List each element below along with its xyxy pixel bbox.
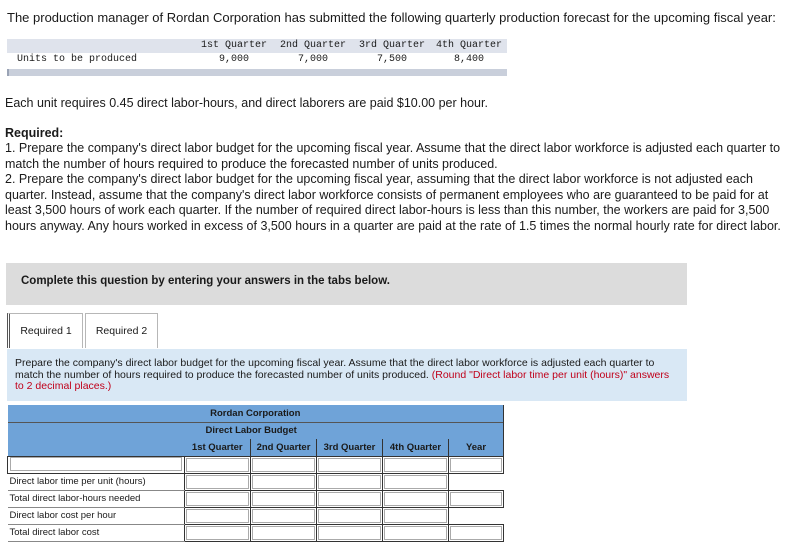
- column-year: Year: [449, 439, 504, 456]
- budget-row-cost-per-hour: [8, 507, 504, 524]
- forecast-q4-value: 8,400: [453, 54, 484, 65]
- row-label-total-hours: Total direct labor-hours needed: [8, 490, 185, 507]
- production-forecast-table: [7, 39, 507, 76]
- budget-company-name: Rordan Corporation: [8, 405, 504, 422]
- budget-title: Direct Labor Budget: [8, 422, 504, 439]
- budget-row-total-hours: [8, 490, 504, 507]
- forecast-row-label: Units to be produced: [17, 54, 138, 65]
- cost-per-hour-q4-input[interactable]: [384, 509, 447, 523]
- column-q4: 4th Quarter: [383, 439, 449, 456]
- time-per-unit-q2-input[interactable]: [252, 475, 315, 489]
- forecast-q3-value: 7,500: [376, 54, 407, 65]
- time-per-unit-q3-input[interactable]: [318, 475, 381, 489]
- total-cost-q1-input[interactable]: [186, 526, 249, 540]
- forecast-q1-value: 9,000: [218, 54, 249, 65]
- direct-labor-budget-table: [7, 405, 504, 542]
- question-instruction: [7, 349, 687, 401]
- total-hours-q4-input[interactable]: [384, 492, 447, 506]
- row-label-cost-per-hour: Direct labor cost per hour: [8, 507, 185, 524]
- tab-required-1[interactable]: Required 1: [7, 313, 83, 348]
- total-cost-q3-input[interactable]: [318, 526, 381, 540]
- column-q2: 2nd Quarter: [251, 439, 317, 456]
- forecast-q3-header: 3rd Quarter: [358, 40, 425, 51]
- budget-title-row: [8, 422, 504, 439]
- total-cost-year-input[interactable]: [450, 526, 502, 540]
- forecast-q2-header: 2nd Quarter: [279, 40, 346, 51]
- blank-q2-input[interactable]: [252, 458, 315, 472]
- forecast-units-row: [7, 53, 507, 67]
- instructions-banner: [6, 263, 687, 305]
- required-item-1: 1. Prepare the company's direct labor budget for the upcoming fiscal year. Assume that the direct labor workforce is adjusted each quarter to match the number of hours required to produce the forecasted number of units produced.: [5, 141, 781, 171]
- budget-row-time-per-unit: [8, 473, 504, 490]
- total-hours-q1-input[interactable]: [186, 492, 249, 506]
- total-cost-q2-input[interactable]: [252, 526, 315, 540]
- banner-text: Complete this question by entering your answers in the tabs below.: [21, 275, 390, 287]
- time-per-unit-q1-input[interactable]: [186, 475, 249, 489]
- required-heading: Required:: [5, 126, 64, 140]
- instruction-main: Prepare the company's direct labor budget for the upcoming fiscal year. Assume that the direct labor workforce is adjusted each quarter to match the number of hours required to produce the forecasted number of units produced.: [15, 357, 655, 381]
- blank-q3-input[interactable]: [318, 458, 381, 472]
- blank-q4-input[interactable]: [384, 458, 447, 472]
- tab-required-2[interactable]: Required 2: [85, 313, 158, 348]
- column-q3: 3rd Quarter: [317, 439, 383, 456]
- budget-input-row-blank: [8, 456, 504, 473]
- total-hours-q3-input[interactable]: [318, 492, 381, 506]
- budget-row-total-cost: [8, 524, 504, 541]
- cost-per-hour-q2-input[interactable]: [252, 509, 315, 523]
- total-cost-q4-input[interactable]: [384, 526, 447, 540]
- column-q1: 1st Quarter: [185, 439, 251, 456]
- cost-per-hour-q1-input[interactable]: [186, 509, 249, 523]
- budget-column-header-row: [8, 439, 504, 456]
- required-item-2: 2. Prepare the company's direct labor budget for the upcoming fiscal year, assuming that the direct labor workforce is not adjusted each quarter. Instead, assume that the company's direct labor workforce consists of permanent employees who are guaranteed to be paid for at least 3,500 hours of work each quarter. If the number of required direct labor-hours is less than this number, the workers are paid for 3,500 hours anyway. Any hours worked in excess of 3,500 hours in a quarter are paid at the rate of 1.5 times the normal hourly rate for direct labor.: [5, 172, 781, 233]
- cost-per-hour-q3-input[interactable]: [318, 509, 381, 523]
- total-hours-year-input[interactable]: [450, 492, 502, 506]
- unit-info-text: Each unit requires 0.45 direct labor-hours, and direct laborers are paid $10.00 per hour.: [5, 96, 488, 110]
- row-label-input[interactable]: [10, 457, 182, 471]
- total-hours-q2-input[interactable]: [252, 492, 315, 506]
- blank-year-input[interactable]: [450, 458, 502, 472]
- forecast-q1-header: 1st Quarter: [200, 40, 267, 51]
- intro-text: The production manager of Rordan Corporation has submitted the following quarterly production forecast for the upcoming fiscal year:: [7, 10, 776, 25]
- forecast-footer-bar: [7, 69, 507, 76]
- blank-q1-input[interactable]: [186, 458, 249, 472]
- instruction-rounding-note: (Round "Direct labor time per unit (hours)" answers to 2 decimal places.): [15, 368, 670, 392]
- time-per-unit-q4-input[interactable]: [384, 475, 447, 489]
- budget-company-row: [8, 405, 504, 422]
- forecast-q2-value: 7,000: [297, 54, 328, 65]
- forecast-header-row: [7, 39, 507, 53]
- row-label-total-cost: Total direct labor cost: [8, 524, 185, 541]
- row-label-time-per-unit: Direct labor time per unit (hours): [8, 473, 185, 490]
- forecast-q4-header: 4th Quarter: [435, 40, 502, 51]
